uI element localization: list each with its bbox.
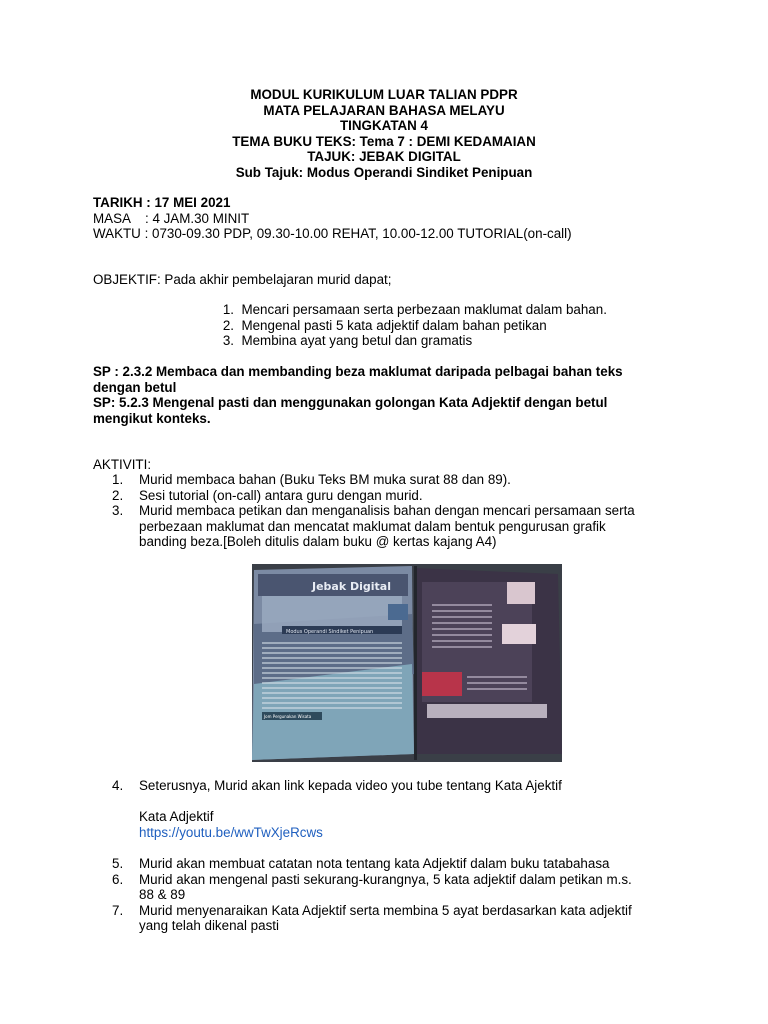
- document-header: [0, 87, 768, 180]
- list-item: [112, 472, 672, 488]
- tarikh-text: TARIKH : 17 MEI 2021: [93, 195, 231, 210]
- list-text: Mencari persamaan serta perbezaan maklumat dalam bahan.: [241, 302, 607, 317]
- objektif-list: [204, 302, 607, 349]
- list-number: 6.: [112, 871, 124, 887]
- textbook-photo: [252, 564, 562, 762]
- list-item: [112, 778, 672, 794]
- sp1-line2: dengan betul: [93, 379, 177, 395]
- list-number: 1.: [112, 472, 124, 487]
- list-number: 3.: [112, 503, 124, 518]
- list-number: 3.: [222, 333, 234, 348]
- list-text-line: perbezaan maklumat dan mencatat maklumat dalam bentuk pengurusan grafik: [139, 518, 606, 534]
- list-text: Seterusnya, Murid akan link kepada video you tube tentang Kata Ajektif: [139, 778, 562, 793]
- photo-left-footer: Jom Pergunakan Wisata: [264, 714, 312, 719]
- list-item: [204, 318, 607, 334]
- list-number: 4.: [112, 778, 124, 793]
- list-item: [112, 856, 672, 872]
- sp2-line1: SP: 5.2.3 Mengenal pasti dan menggunakan golongan Kata Adjektif dengan betul: [93, 395, 608, 410]
- list-number: 2.: [222, 317, 234, 333]
- list-item: [204, 333, 607, 349]
- aktiviti-heading: AKTIVITI:: [93, 457, 152, 472]
- list-number: 5.: [112, 856, 124, 871]
- aktiviti-list-top: [112, 472, 672, 550]
- header-line-theme: TEMA BUKU TEKS: Tema 7 : DEMI KEDAMAIAN: [232, 133, 536, 149]
- list-text-line: yang telah dikenal pasti: [139, 918, 279, 933]
- list-number: 1.: [222, 302, 234, 317]
- list-text-line: Murid menyenaraikan Kata Adjektif serta membina 5 ayat berdasarkan kata adjektif: [139, 902, 632, 918]
- aktiviti-list-bottom: [112, 856, 672, 934]
- list-item: [112, 503, 672, 550]
- list-item: [112, 903, 672, 934]
- header-line-topic: TAJUK: JEBAK DIGITAL: [307, 149, 461, 164]
- sp1-line1: SP : 2.3.2 Membaca dan membanding beza maklumat daripada pelbagai bahan teks: [93, 364, 623, 379]
- header-line-modul: MODUL KURIKULUM LUAR TALIAN PDPR: [250, 87, 518, 102]
- aktiviti-list-middle: [112, 778, 672, 794]
- masa-line: [93, 211, 673, 227]
- list-text: Murid membaca bahan (Buku Teks BM muka surat 88 dan 89).: [139, 472, 511, 487]
- sp2-line2: mengikut konteks.: [93, 410, 211, 426]
- header-line-form: TINGKATAN 4: [339, 118, 429, 133]
- standard-pembelajaran: [93, 364, 673, 426]
- list-item: [204, 302, 607, 318]
- objektif-intro: [93, 272, 673, 288]
- masa-label: MASA: [93, 210, 131, 226]
- list-text-line: Murid membaca petikan dan menganalisis bahan dengan mencari persamaan serta: [139, 503, 635, 518]
- waktu-text: WAKTU : 0730-09.30 PDP, 09.30-10.00 REHAT, 10.00-12.00 TUTORIAL(on-call): [93, 226, 572, 241]
- list-text-line: banding beza.[Boleh ditulis dalam buku @ kertas kajang A4): [139, 534, 497, 549]
- video-link[interactable]: https://youtu.be/wwTwXjeRcws: [139, 824, 323, 840]
- header-line-subtopic: Sub Tajuk: Modus Operandi Sindiket Penipuan: [235, 164, 533, 180]
- list-item: [112, 488, 672, 504]
- video-reference: [139, 809, 719, 840]
- list-text-line: Murid akan mengenal pasti sekurang-kurangnya, 5 kata adjektif dalam petikan m.s.: [139, 871, 632, 887]
- list-item: [112, 872, 672, 903]
- masa-value: : 4 JAM.30 MINIT: [145, 210, 250, 226]
- list-text: Membina ayat yang betul dan gramatis: [241, 333, 473, 348]
- list-text: Sesi tutorial (on-call) antara guru dengan murid.: [139, 487, 423, 503]
- list-text: Murid akan membuat catatan nota tentang kata Adjektif dalam buku tatabahasa: [139, 856, 610, 871]
- photo-left-title: Jebak Digital: [312, 580, 391, 593]
- list-number: 7.: [112, 902, 124, 918]
- objektif-intro-text: OBJEKTIF: Pada akhir pembelajaran murid dapat;: [93, 272, 392, 287]
- textbook-photo-image: [252, 564, 562, 762]
- aktiviti-title: [93, 457, 673, 473]
- list-text-line: 88 & 89: [139, 887, 186, 902]
- list-text: Mengenal pasti 5 kata adjektif dalam bahan petikan: [241, 317, 547, 333]
- video-label: Kata Adjektif: [139, 809, 214, 824]
- list-number: 2.: [112, 487, 124, 503]
- header-line-subject: MATA PELAJARAN BAHASA MELAYU: [263, 102, 505, 118]
- photo-left-subtitle: Modus Operandi Sindiket Penipuan: [286, 629, 374, 635]
- lesson-info: [93, 195, 673, 242]
